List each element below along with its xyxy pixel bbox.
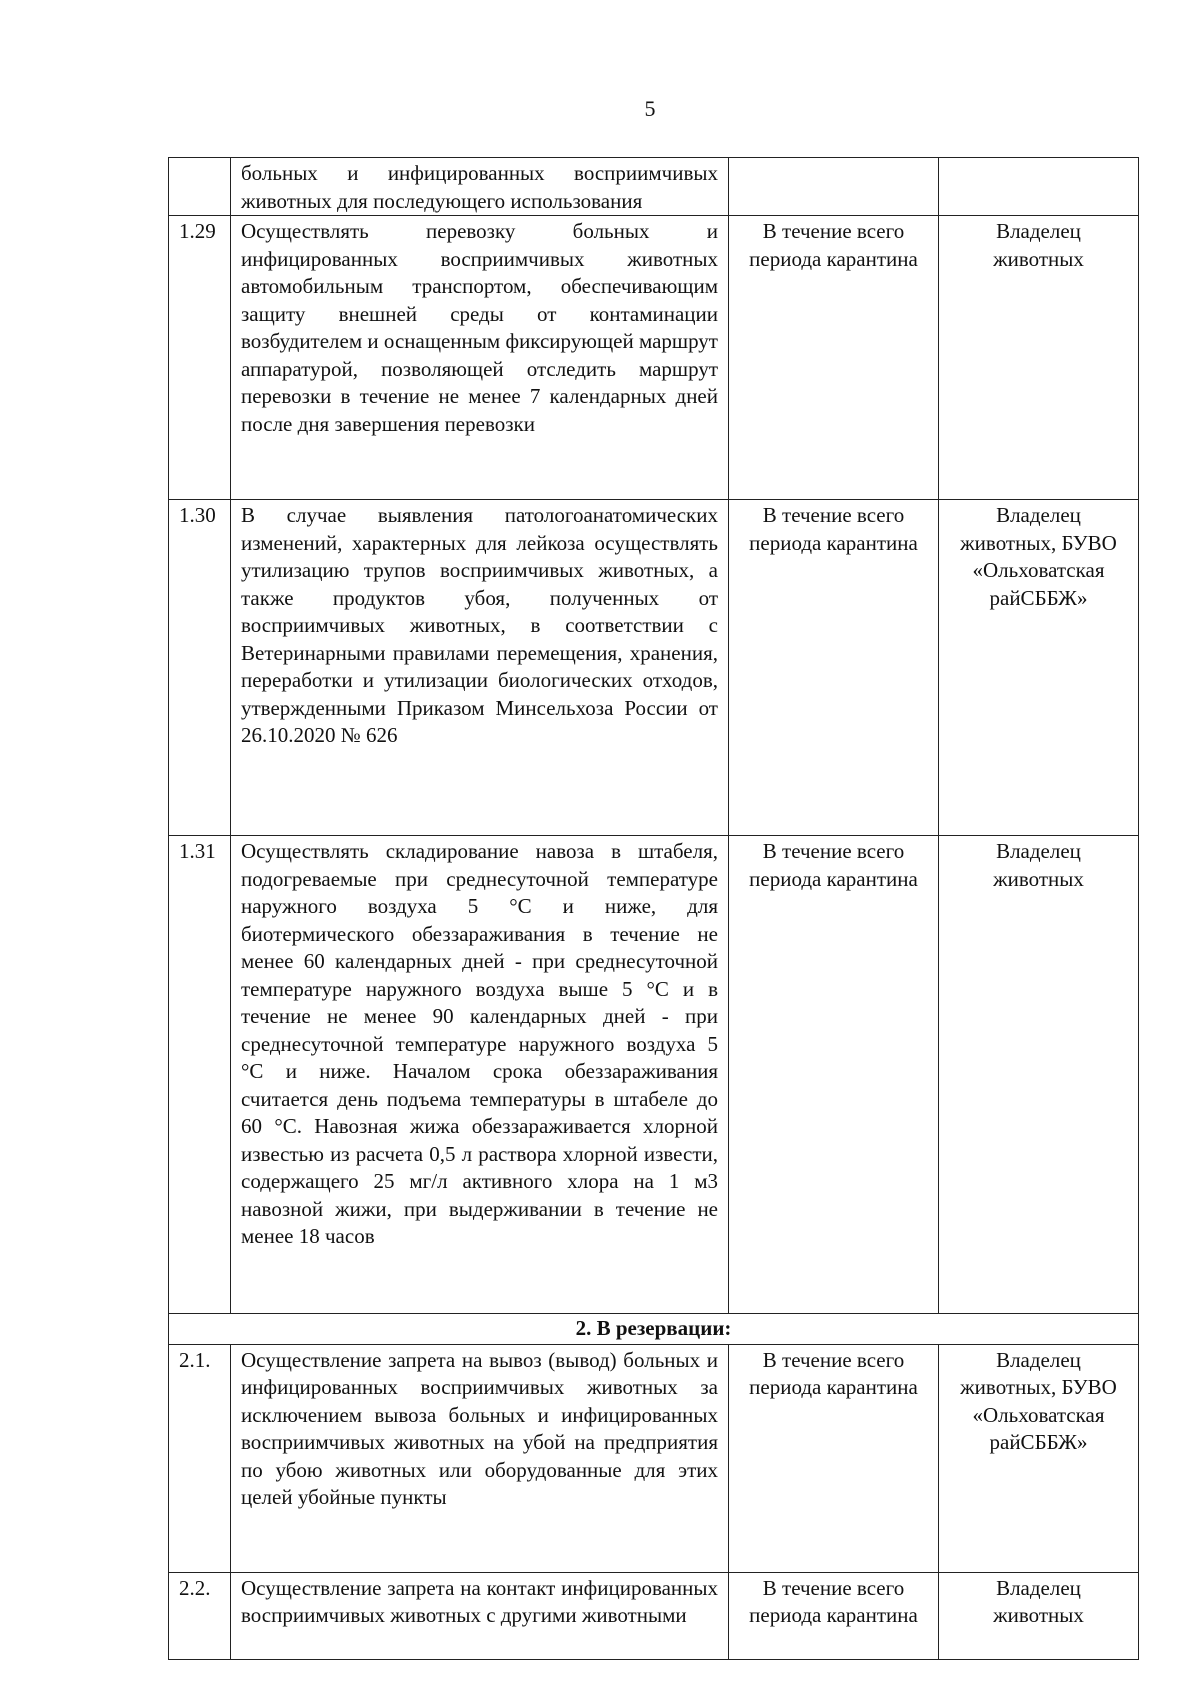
table-row [169,1572,1139,1659]
row-number: 1.31 [169,836,231,1314]
deadline-cell: В течение всего периода карантина [729,1572,939,1659]
row-number [169,158,231,216]
responsible-cell: Владелец животных, БУВО «Ольховатская райСББЖ» [939,500,1139,836]
responsible-cell: Владелец животных [939,1572,1139,1659]
table-row [169,158,1139,216]
responsible-cell: Владелец животных, БУВО «Ольховатская райСББЖ» [939,1344,1139,1572]
page-number: 5 [644,96,656,121]
deadline-cell: В течение всего периода карантина [729,836,939,1314]
table-row [169,1344,1139,1572]
measures-table [168,157,1139,1660]
row-number: 1.29 [169,216,231,500]
measure-text: Осуществление запрета на контакт инфицированных восприимчивых животных с другими животными [231,1572,729,1659]
section-row [169,1314,1139,1345]
responsible-cell: Владелец животных [939,216,1139,500]
table-row [169,216,1139,500]
measure-text: Осуществлять складирование навоза в штабеля, подогреваемые при среднесуточной температуре наружного воздуха 5 °С и ниже, для биотермического обеззараживания в течение не менее 60 календарных дней - при среднесуточной температуре наружного воздуха выше 5 °С и в течение не менее 90 календарных дней - при среднесуточной температуре наружного воздуха 5 °С и ниже. Началом срока обеззараживания считается день подъема температуры в штабеле до 60 °С. Навозная жижа обеззараживается хлорной известью из расчета 0,5 л раствора хлорной извести, содержащего 25 мг/л активного хлора на 1 м3 навозной жижи, при выдерживании в течение не менее 18 часов [231,836,729,1314]
responsible-cell [939,158,1139,216]
deadline-cell [729,158,939,216]
section-title: 2. В резервации: [169,1314,1139,1345]
deadline-cell: В течение всего периода карантина [729,500,939,836]
row-number: 2.2. [169,1572,231,1659]
measure-text: Осуществление запрета на вывоз (вывод) больных и инфицированных восприимчивых животных за исключением вывоза больных и инфицированных восприимчивых животных на убой на предприятия по убою животных или оборудованные для этих целей убойные пункты [231,1344,729,1572]
deadline-cell: В течение всего периода карантина [729,216,939,500]
row-number: 2.1. [169,1344,231,1572]
responsible-cell: Владелец животных [939,836,1139,1314]
row-number: 1.30 [169,500,231,836]
table-row [169,500,1139,836]
measure-text: В случае выявления патологоанатомических изменений, характерных для лейкоза осуществлять утилизацию трупов восприимчивых животных, а также продуктов убоя, полученных от восприимчивых животных, в соответствии с Ветеринарными правилами перемещения, хранения, переработки и утилизации биологических отходов, утвержденными Приказом Минсельхоза России от 26.10.2020 № 626 [231,500,729,836]
measure-text: Осуществлять перевозку больных и инфицированных восприимчивых животных автомобильным транспортом, обеспечивающим защиту внешней среды от контаминации возбудителем и оснащенным фиксирующей маршрут аппаратурой, позволяющей отследить маршрут перевозки в течение не менее 7 календарных дней после дня завершения перевозки [231,216,729,500]
measure-text: больных и инфицированных восприимчивых животных для последующего использования [231,158,729,216]
deadline-cell: В течение всего периода карантина [729,1344,939,1572]
table-row [169,836,1139,1314]
